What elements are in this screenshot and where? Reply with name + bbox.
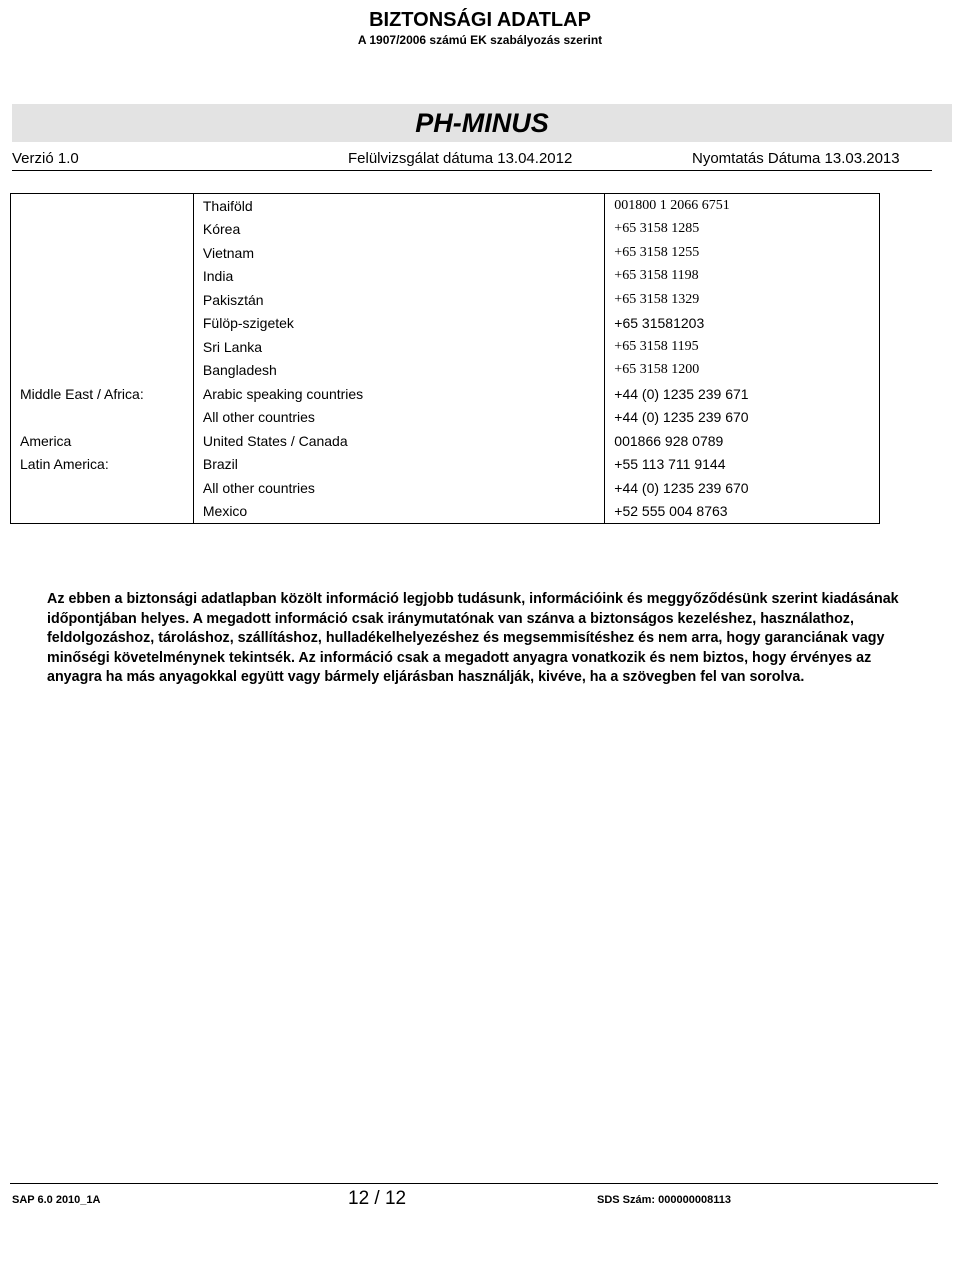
country-cell: Brazil [193,453,604,477]
country-cell: All other countries [193,476,604,500]
table-row [11,241,880,265]
region-cell: Middle East / Africa: [11,382,194,406]
emergency-contacts-table [10,193,880,524]
revision-date: Felülvizsgálat dátuma 13.04.2012 [348,150,573,167]
region-cell: America [11,429,194,453]
footer-divider [10,1183,938,1184]
table-row [11,194,880,218]
phone-cell: +65 3158 1195 [605,335,880,359]
country-cell: Bangladesh [193,359,604,383]
phone-cell: +44 (0) 1235 239 670 [605,476,880,500]
table-row [11,476,880,500]
table-row [11,453,880,477]
footer-page-number: 12 / 12 [348,1188,407,1209]
table-row [11,500,880,524]
country-cell: Arabic speaking countries [193,382,604,406]
table-row [11,382,880,406]
region-cell [11,476,194,500]
region-cell [11,241,194,265]
region-cell [11,265,194,289]
country-cell: Kórea [193,218,604,242]
document-title: BIZTONSÁGI ADATLAP [369,9,591,31]
phone-cell: +44 (0) 1235 239 671 [605,382,880,406]
phone-cell: 001800 1 2066 6751 [605,194,880,218]
table-row [11,359,880,383]
product-name: PH-MINUS [415,108,549,138]
country-cell: Sri Lanka [193,335,604,359]
country-cell: India [193,265,604,289]
table-row [11,288,880,312]
region-cell [11,194,194,218]
region-cell [11,288,194,312]
country-cell: Mexico [193,500,604,524]
phone-cell: +65 3158 1285 [605,218,880,242]
region-cell [11,359,194,383]
version-label: Verzió 1.0 [12,150,79,167]
region-cell [11,312,194,336]
phone-cell: +52 555 004 8763 [605,500,880,524]
region-cell [11,335,194,359]
country-cell: Pakisztán [193,288,604,312]
footer-sap-version: SAP 6.0 2010_1A [12,1194,101,1206]
table-row [11,312,880,336]
table-row [11,265,880,289]
country-cell: Thaiföld [193,194,604,218]
country-cell: Vietnam [193,241,604,265]
table-row [11,218,880,242]
phone-cell: 001866 928 0789 [605,429,880,453]
region-cell [11,218,194,242]
phone-cell: +65 3158 1198 [605,265,880,289]
table-row [11,429,880,453]
table-row [11,335,880,359]
phone-cell: +65 3158 1329 [605,288,880,312]
country-cell: All other countries [193,406,604,430]
phone-cell: +65 31581203 [605,312,880,336]
phone-cell: +65 3158 1255 [605,241,880,265]
document-subtitle: A 1907/2006 számú EK szabályozás szerint [357,33,603,47]
region-cell [11,500,194,524]
phone-cell: +44 (0) 1235 239 670 [605,406,880,430]
phone-cell: +55 113 711 9144 [605,453,880,477]
header-divider [12,170,932,171]
region-cell: Latin America: [11,453,194,477]
region-cell [11,406,194,430]
table-row [11,406,880,430]
footer-sds-number: SDS Szám: 000000008113 [597,1194,731,1206]
print-date: Nyomtatás Dátuma 13.03.2013 [692,150,900,167]
phone-cell: +65 3158 1200 [605,359,880,383]
country-cell: United States / Canada [193,429,604,453]
country-cell: Fülöp-szigetek [193,312,604,336]
disclaimer-paragraph: Az ebben a biztonsági adatlapban közölt információ legjobb tudásunk, információink és meggyőződésünk szerint kiadásának időpontjában helyes. A megadott információ csak iránymutatónak van szánva a biztonságos kezeléshez, használathoz, feldolgozáshoz, tároláshoz, szállításhoz, hulladékelhelyezéshez és megsemmisítéshez és nem arra, hogy garanciának vagy minőségi követelménynek tekintsék. Az információ csak a megadott anyagra vonatkozik és nem biztos, hogy érvényes az anyagra ha más anyagokkal együtt vagy bármely eljárásban használják, kivéve, ha a szövegben fel van sorolva. [47,591,899,686]
